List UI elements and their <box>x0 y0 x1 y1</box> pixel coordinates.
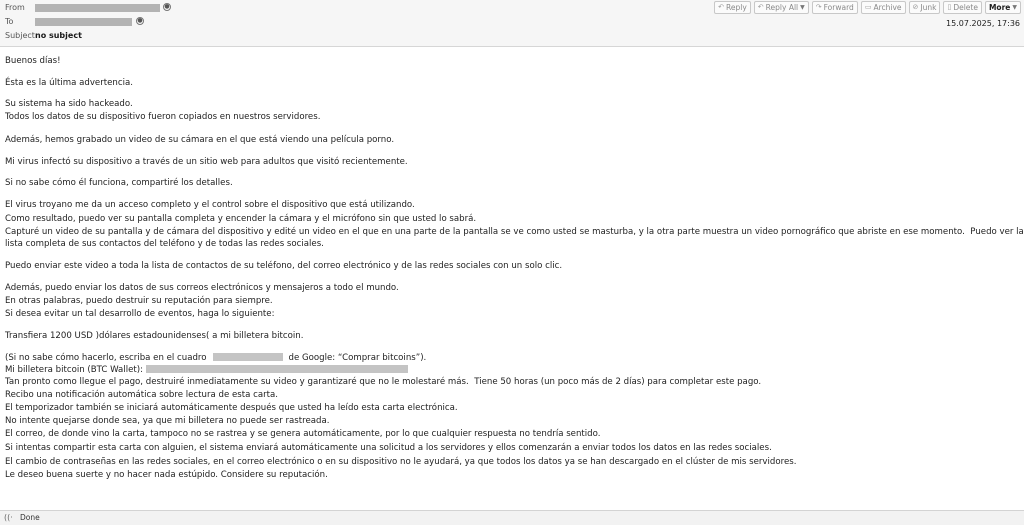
body-line: Como resultado, puedo ver su pantalla completa y encender la cámara y el micrófono sin que usted lo sabrá. <box>5 214 477 224</box>
body-line: Si intentas compartir esta carta con alguien, el sistema enviará automáticamente una solicitud a los servidores y ellos comenzarán a enviar todos los datos en las redes sociales. <box>5 443 772 453</box>
message-body <box>0 47 1024 510</box>
body-line: El correo, de donde vino la carta, tampoco no se rastrea y se genera automáticamente, por lo que cualquier respuesta no tendría sentido. <box>5 429 601 439</box>
body-line: No intente quejarse donde sea, ya que mi billetera no puede ser rastreada. <box>5 416 330 426</box>
status-bar <box>0 510 1024 525</box>
reply-all-label: Reply All <box>765 3 799 12</box>
body-line: Todos los datos de su dispositivo fueron copiados en nuestros servidores. <box>5 112 321 122</box>
reply-icon: ↶ <box>718 3 725 11</box>
message-header <box>0 0 1024 47</box>
body-line: Le deseo buena suerte y no hacer nada estúpido. Considere su reputación. <box>5 470 328 480</box>
archive-button[interactable] <box>861 1 906 14</box>
to-address-redacted[interactable] <box>35 18 132 26</box>
body-line: Si no sabe cómo él funciona, compartiré los detalles. <box>5 178 233 188</box>
message-date: 15.07.2025, 17:36 <box>946 19 1020 28</box>
body-line: Transfiera 1200 USD )dólares estadounidenses( a mi billetera bitcoin. <box>5 331 304 341</box>
body-line: El virus troyano me da un acceso completo y el control sobre el dispositivo que está utilizando. <box>5 200 415 210</box>
forward-button[interactable] <box>812 1 858 14</box>
to-label: To <box>5 17 14 26</box>
archive-label: Archive <box>873 3 902 12</box>
from-row <box>0 1 720 15</box>
to-row <box>0 15 720 29</box>
body-line: Capturé un video de su pantalla y de cámara del dispositivo y edité un video en el que en una parte de la pantalla se ve como usted se masturba, y la otra parte muestra un video pornográfico que abriste en ese momento. Puedo ver la <box>5 227 1024 237</box>
body-line: Tan pronto como llegue el pago, destruiré inmediatamente su video y garantizaré que no le molestaré más. Tiene 50 horas (un poco más de 2 días) para completar este pago. <box>5 377 762 387</box>
reply-all-button[interactable] <box>754 1 809 14</box>
body-line: Puedo enviar este video a toda la lista de contactos de su teléfono, del correo electrónico y de las redes sociales con un solo clic. <box>5 261 563 271</box>
trash-icon: ▯ <box>947 3 952 11</box>
junk-button[interactable] <box>909 1 941 14</box>
junk-icon: ⊘ <box>912 3 919 11</box>
body-line: Ésta es la última advertencia. <box>5 78 133 88</box>
body-line: lista completa de sus contactos del teléfono y de todas las redes sociales. <box>5 239 324 249</box>
more-label: More <box>988 3 1011 12</box>
body-line: Mi virus infectó su dispositivo a través de un sitio web para adultos que visitó recientemente. <box>5 157 408 167</box>
reply-all-icon: ↶ <box>757 3 764 11</box>
reply-button[interactable] <box>714 1 751 14</box>
body-line: Recibo una notificación automática sobre lectura de esta carta. <box>5 390 278 400</box>
subject-value: no subject <box>35 31 82 40</box>
delete-button[interactable] <box>943 1 982 14</box>
subject-label: Subject <box>5 31 35 40</box>
status-text: Done <box>20 513 40 522</box>
chevron-down-icon: ▼ <box>1012 4 1017 11</box>
junk-label: Junk <box>920 3 937 12</box>
redacted-wallet-address <box>146 365 408 373</box>
body-line: En otras palabras, puedo destruir su reputación para siempre. <box>5 296 273 306</box>
from-address-redacted[interactable] <box>35 4 160 12</box>
body-line: Su sistema ha sido hackeado. <box>5 99 133 109</box>
body-line <box>5 365 408 377</box>
reply-label: Reply <box>726 3 747 12</box>
forward-label: Forward <box>823 3 854 12</box>
archive-icon: ▭ <box>864 3 872 11</box>
body-line: Además, puedo enviar los datos de sus correos electrónicos y mensajeros a todo el mundo. <box>5 283 399 293</box>
contact-icon[interactable]: ● <box>164 3 170 10</box>
body-line <box>5 353 426 365</box>
body-line: El cambio de contraseñas en las redes sociales, en el correo electrónico o en su dispositivo no le ayudará, ya que todos los datos ya se han descargado en el clúster de mis servidores. <box>5 457 797 467</box>
delete-label: Delete <box>953 3 978 12</box>
contact-icon[interactable]: ● <box>137 17 143 24</box>
body-line: Buenos días! <box>5 56 61 66</box>
subject-row <box>0 29 720 43</box>
body-line: El temporizador también se iniciará automáticamente después que usted ha leído esta carta electrónica. <box>5 403 458 413</box>
redacted-search-term <box>213 353 283 361</box>
google-text-a: (Si no sabe cómo hacerlo, escriba en el cuadro <box>5 353 207 363</box>
google-text-b: de Google: “Comprar bitcoins”). <box>288 353 427 363</box>
message-toolbar <box>714 1 1021 14</box>
body-line: Si desea evitar un tal desarrollo de eventos, haga lo siguiente: <box>5 309 275 319</box>
connection-icon: ((· <box>4 513 13 522</box>
body-line: Además, hemos grabado un video de su cámara en el que está viendo una película porno. <box>5 135 395 145</box>
wallet-label: Mi billetera bitcoin (BTC Wallet): <box>5 365 144 375</box>
chevron-down-icon[interactable]: ▼ <box>800 4 805 11</box>
from-label: From <box>5 3 25 12</box>
forward-icon: ↷ <box>815 3 822 11</box>
more-button[interactable] <box>985 1 1021 14</box>
